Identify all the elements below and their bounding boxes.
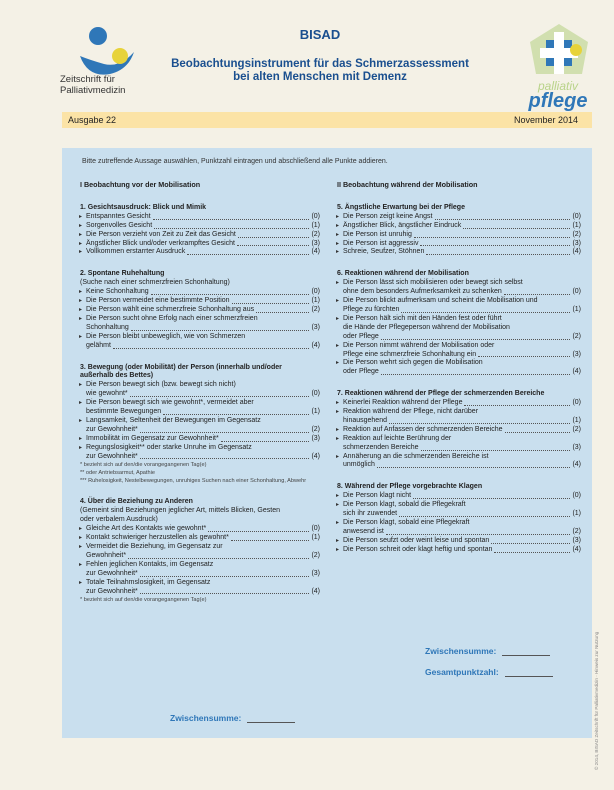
option-text-continued: gelähmt — [86, 341, 111, 349]
journal-name-right-bottom: pflege — [528, 90, 588, 112]
option-text: ▸ Die Person zeigt keine Angst — [337, 213, 433, 222]
option-text-continued: unmöglich — [343, 461, 375, 469]
side-copyright — [594, 530, 606, 790]
form-instructions: Bitte zutreffende Aussage auswählen, Punktzahl eintragen und abschließend alle Punkte addieren. — [82, 158, 388, 165]
score-option[interactable] — [337, 453, 581, 471]
side-copyright-text: © 2014, BISAD Zeitschrift für Palliativmedizin · Hinweis zur Nutzung — [594, 631, 599, 770]
option-text: ▸ Die Person bewegt sich (bzw. bewegt sich nicht) — [80, 381, 236, 390]
score-option[interactable] — [337, 426, 581, 435]
score-option[interactable] — [80, 297, 320, 306]
score-option[interactable] — [337, 408, 581, 426]
score-option[interactable] — [337, 231, 581, 240]
option-text: ▸ Reaktion auf Anfassen der schmerzenden Bereiche — [337, 426, 503, 435]
part-title: I Beobachtung vor der Mobilisation — [80, 180, 201, 189]
option-text: ▸ Regungslosigkeit** oder starke Unruhe im Gegensatz — [80, 444, 252, 453]
section-subtitle: (Gemeint sind Beziehungen jeglicher Art, mittels Blicken, Gesten — [80, 507, 280, 515]
option-text-continued: Gewohnheit* — [86, 551, 127, 559]
option-text: ▸ Keinerlei Reaktion während der Pflege — [337, 399, 462, 408]
option-points: (1) — [311, 297, 320, 305]
option-text: ▸ Die Person klagt, sobald die Pflegekraft — [337, 501, 466, 510]
section-items — [337, 213, 581, 258]
score-option[interactable] — [337, 537, 581, 546]
score-option[interactable] — [80, 333, 320, 351]
score-option[interactable] — [337, 342, 581, 360]
left-column — [80, 181, 320, 604]
option-text: ▸ Die Person bewegt sich wie gewohnt*, vermeidet aber — [80, 399, 254, 408]
section-title: 2. Spontane Ruhehaltung — [80, 270, 165, 278]
option-points: (0) — [572, 492, 581, 500]
section-items — [80, 381, 320, 461]
total-label: Gesamtpunktzahl: — [425, 667, 499, 677]
option-points: (1) — [311, 534, 320, 542]
option-points: (2) — [311, 551, 320, 559]
option-text: ▸ Die Person verzieht von Zeit zu Zeit das Gesicht — [80, 231, 236, 240]
option-points: (3) — [572, 443, 581, 451]
palliativ-pflege-logo — [524, 20, 594, 80]
option-text: ▸ Schreie, Seufzer, Stöhnen — [337, 248, 424, 257]
option-points: (1) — [311, 221, 320, 229]
option-text-continued: Pflege zu fürchten — [343, 305, 400, 313]
option-text: ▸ Die Person ist unruhig — [337, 231, 412, 240]
section-items — [80, 213, 320, 258]
option-text: ▸ Reaktion auf leichte Berührung der — [337, 435, 451, 444]
score-option[interactable] — [80, 248, 320, 257]
score-option[interactable] — [337, 359, 581, 377]
option-points: (2) — [572, 425, 581, 433]
option-text: ▸ Immobilität im Gegensatz zur Gewohnheit* — [80, 435, 219, 444]
option-text: ▸ Entspanntes Gesicht — [80, 213, 151, 222]
issue-number: Ausgabe 22 — [68, 115, 117, 125]
option-points: (4) — [572, 545, 581, 553]
right-column — [337, 181, 581, 555]
option-text: ▸ Die Person nimmt während der Mobilisation oder — [337, 342, 494, 351]
section-title-continued: außerhalb des Bettes) — [80, 372, 154, 380]
score-option[interactable] — [337, 435, 581, 453]
option-points: (1) — [572, 305, 581, 313]
total-score — [425, 667, 585, 677]
option-points: (3) — [311, 239, 320, 247]
score-option[interactable] — [337, 492, 581, 501]
option-text-continued: Pflege eine schmerzfreie Schonhaltung ein — [343, 350, 477, 358]
option-points: (4) — [572, 248, 581, 256]
section-title: 5. Ängstliche Erwartung bei der Pflege — [337, 203, 465, 211]
option-points: (3) — [572, 536, 581, 544]
score-option[interactable] — [337, 399, 581, 408]
option-text-continued: zur Gewohnheit* — [86, 587, 138, 595]
score-option[interactable] — [337, 248, 581, 257]
part-title: II Beobachtung während der Mobilisation — [337, 180, 478, 189]
score-option[interactable] — [80, 213, 320, 222]
option-points: (0) — [311, 525, 320, 533]
section-items — [337, 399, 581, 470]
score-option[interactable] — [80, 240, 320, 249]
option-text-continued: wie gewohnt* — [86, 390, 128, 398]
score-option[interactable] — [80, 306, 320, 315]
score-option[interactable] — [80, 543, 320, 561]
footnote: * bezieht sich auf den/die vorangegangenen Tag(e) — [80, 462, 207, 469]
option-text: ▸ Ängstlicher Blick, ängstlicher Eindruck — [337, 222, 461, 231]
option-points: (1) — [311, 408, 320, 416]
score-option[interactable] — [337, 501, 581, 519]
score-option[interactable] — [80, 579, 320, 597]
option-text: ▸ Vermeidet die Beziehung, im Gegensatz zur — [80, 543, 223, 552]
score-option[interactable] — [337, 222, 581, 231]
section-title: 6. Reaktionen während der Mobilisation — [337, 270, 469, 278]
option-text: ▸ Gleiche Art des Kontakts wie gewohnt* — [80, 525, 206, 534]
issue-band — [62, 112, 592, 128]
option-points: (4) — [572, 461, 581, 469]
option-points: (3) — [311, 323, 320, 331]
score-option[interactable] — [337, 240, 581, 249]
section-subtitle: (Suche nach einer schmerzfreien Schonhaltung) — [80, 279, 230, 287]
journal-name-left — [60, 74, 125, 96]
option-text: ▸ Die Person blickt aufmerksam und scheint die Mobilisation und — [337, 297, 538, 306]
option-text: ▸ Die Person klagt nicht — [337, 492, 411, 501]
option-text-continued: bestimmte Bewegungen — [86, 408, 162, 416]
document-title-block — [170, 27, 470, 84]
section-items — [80, 525, 320, 596]
score-option[interactable] — [80, 525, 320, 534]
score-option[interactable] — [80, 399, 320, 417]
score-option[interactable] — [80, 435, 320, 444]
option-text: ▸ Die Person wehrt sich gegen die Mobilisation — [337, 359, 483, 368]
option-points: (2) — [572, 332, 581, 340]
document-subtitle: Beobachtungsinstrument für das Schmerzassessment — [171, 58, 469, 70]
section-title: 7. Reaktionen während der Pflege der schmerzenden Bereiche — [337, 390, 545, 398]
footnote: * bezieht sich auf den/die vorangegangenen Tag(e) — [80, 597, 207, 604]
option-text: ▸ Die Person wählt eine schmerzfreie Schonhaltung aus — [80, 306, 254, 315]
journal-name-right — [522, 80, 594, 110]
score-option[interactable] — [337, 546, 581, 555]
option-points: (2) — [311, 425, 320, 433]
option-points: (2) — [311, 230, 320, 238]
option-points: (3) — [572, 350, 581, 358]
option-points: (0) — [311, 288, 320, 296]
option-points: (3) — [311, 569, 320, 577]
journal-name-line: Palliativmedizin — [60, 85, 126, 96]
option-points: (1) — [572, 416, 581, 424]
option-text: ▸ Die Person bleibt unbeweglich, wie von Schmerzen — [80, 333, 245, 342]
section-subtitle: oder verbalem Ausdruck) — [80, 516, 158, 524]
option-text: ▸ Die Person ist aggressiv — [337, 240, 418, 249]
option-points: (2) — [311, 305, 320, 313]
option-text: ▸ Die Person seufzt oder weint leise und spontan — [337, 537, 489, 546]
subtotal-input-line[interactable] — [247, 721, 295, 723]
document-title: BISAD — [299, 27, 341, 42]
option-points: (4) — [311, 452, 320, 460]
option-points: (2) — [572, 230, 581, 238]
score-option[interactable] — [337, 519, 581, 537]
score-option[interactable] — [80, 417, 320, 435]
option-text: ▸ Kontakt schwieriger herzustellen als gewohnt* — [80, 534, 229, 543]
option-text: ▸ Die Person klagt, sobald eine Pflegekraft — [337, 519, 469, 528]
score-option[interactable] — [337, 315, 581, 342]
score-option[interactable] — [80, 288, 320, 297]
option-text: ▸ Totale Teilnahmslosigkeit, im Gegensatz — [80, 579, 210, 588]
score-option[interactable] — [337, 297, 581, 315]
option-text: ▸ Keine Schonhaltung — [80, 288, 149, 297]
footnote: *** Ruhelosigkeit, Nestelbewegungen, unruhiges Suchen nach einer Schonhaltung, Abwehr — [80, 478, 307, 485]
section-items — [337, 279, 581, 377]
section-title: 4. Über die Beziehung zu Anderen — [80, 498, 193, 506]
option-text-continued: schmerzenden Bereiche — [343, 443, 419, 451]
subtotal-label: Zwischensumme: — [170, 713, 242, 723]
option-text-continued: zur Gewohnheit* — [86, 425, 138, 433]
option-points: (3) — [572, 239, 581, 247]
section-items — [337, 492, 581, 554]
journal-name-line: Zeitschrift für — [60, 74, 115, 85]
score-option[interactable] — [80, 381, 320, 399]
option-points: (1) — [572, 510, 581, 518]
total-input-line[interactable] — [505, 675, 553, 677]
option-text-continued: oder Pflege — [343, 368, 379, 376]
score-option[interactable] — [80, 534, 320, 543]
subtotal-label: Zwischensumme: — [425, 646, 497, 656]
score-option[interactable] — [80, 222, 320, 231]
journal-name-right-top: palliativ — [537, 79, 579, 93]
option-text: ▸ Die Person hält sich mit den Händen fest oder führt — [337, 315, 502, 324]
option-text: ▸ Die Person schreit oder klagt heftig und spontan — [337, 546, 492, 555]
section-title: 3. Bewegung (oder Mobilität) der Person (innerhalb und/oder — [80, 363, 282, 371]
option-text: ▸ Die Person sucht ohne Erfolg nach einer schmerzfreien — [80, 315, 258, 324]
option-text-continued: oder Pflege — [343, 332, 379, 340]
option-text-continued: die Hände der Pflegeperson während der Mobilisation — [343, 323, 510, 331]
option-points: (4) — [311, 248, 320, 256]
option-text-continued: zur Gewohnheit* — [86, 569, 138, 577]
option-points: (0) — [572, 212, 581, 220]
subtotal-left — [170, 713, 330, 723]
issue-date: November 2014 — [513, 115, 578, 125]
score-option[interactable] — [337, 279, 581, 297]
option-points: (4) — [311, 587, 320, 595]
option-text: ▸ Vollkommen erstarrter Ausdruck — [80, 248, 185, 257]
option-points: (3) — [311, 434, 320, 442]
option-points: (1) — [572, 221, 581, 229]
option-text: ▸ Langsamkeit, Seltenheit der Bewegungen im Gegensatz — [80, 417, 261, 426]
score-option[interactable] — [80, 315, 320, 333]
score-option[interactable] — [80, 231, 320, 240]
option-points: (4) — [311, 341, 320, 349]
option-text: ▸ Fehlen jeglichen Kontakts, im Gegensatz — [80, 561, 213, 570]
option-text: ▸ Ängstlicher Blick und/oder verkrampftes Gesicht — [80, 240, 235, 249]
option-text: ▸ Reaktion während der Pflege, nicht darüber — [337, 408, 478, 417]
option-text-continued: Schonhaltung — [86, 323, 129, 331]
option-points: (2) — [572, 527, 581, 535]
option-points: (0) — [311, 390, 320, 398]
option-points: (0) — [572, 399, 581, 407]
option-text: ▸ Annäherung an die schmerzenden Bereiche ist — [337, 453, 489, 462]
option-text-continued: anwesend ist — [343, 527, 384, 535]
score-option[interactable] — [80, 561, 320, 579]
option-points: (0) — [311, 212, 320, 220]
option-text-continued: hinausgehend — [343, 416, 387, 424]
option-text-continued: sich ihr zuwendet — [343, 510, 398, 518]
section-title: 8. Während der Pflege vorgebrachte Klagen — [337, 483, 483, 491]
document-subtitle: bei alten Menschen mit Demenz — [233, 71, 407, 83]
option-points: (4) — [572, 368, 581, 376]
section-title: 1. Gesichtsausdruck: Blick und Mimik — [80, 203, 207, 211]
option-text-continued: ohne dem besonders Aufmerksamkeit zu schenken — [343, 288, 502, 296]
section-items — [80, 288, 320, 350]
score-option[interactable] — [337, 213, 581, 222]
footnote: ** oder Antriebsarmut, Apathie — [80, 470, 155, 477]
option-text-continued: zur Gewohnheit* — [86, 452, 138, 460]
subtotal-right — [425, 646, 585, 656]
option-text: ▸ Die Person vermeidet eine bestimmte Position — [80, 297, 230, 306]
option-points: (0) — [572, 288, 581, 296]
subtotal-input-line[interactable] — [502, 654, 550, 656]
option-text: ▸ Sorgenvolles Gesicht — [80, 222, 152, 231]
score-option[interactable] — [80, 444, 320, 462]
option-text: ▸ Die Person lässt sich mobilisieren oder bewegt sich selbst — [337, 279, 523, 288]
